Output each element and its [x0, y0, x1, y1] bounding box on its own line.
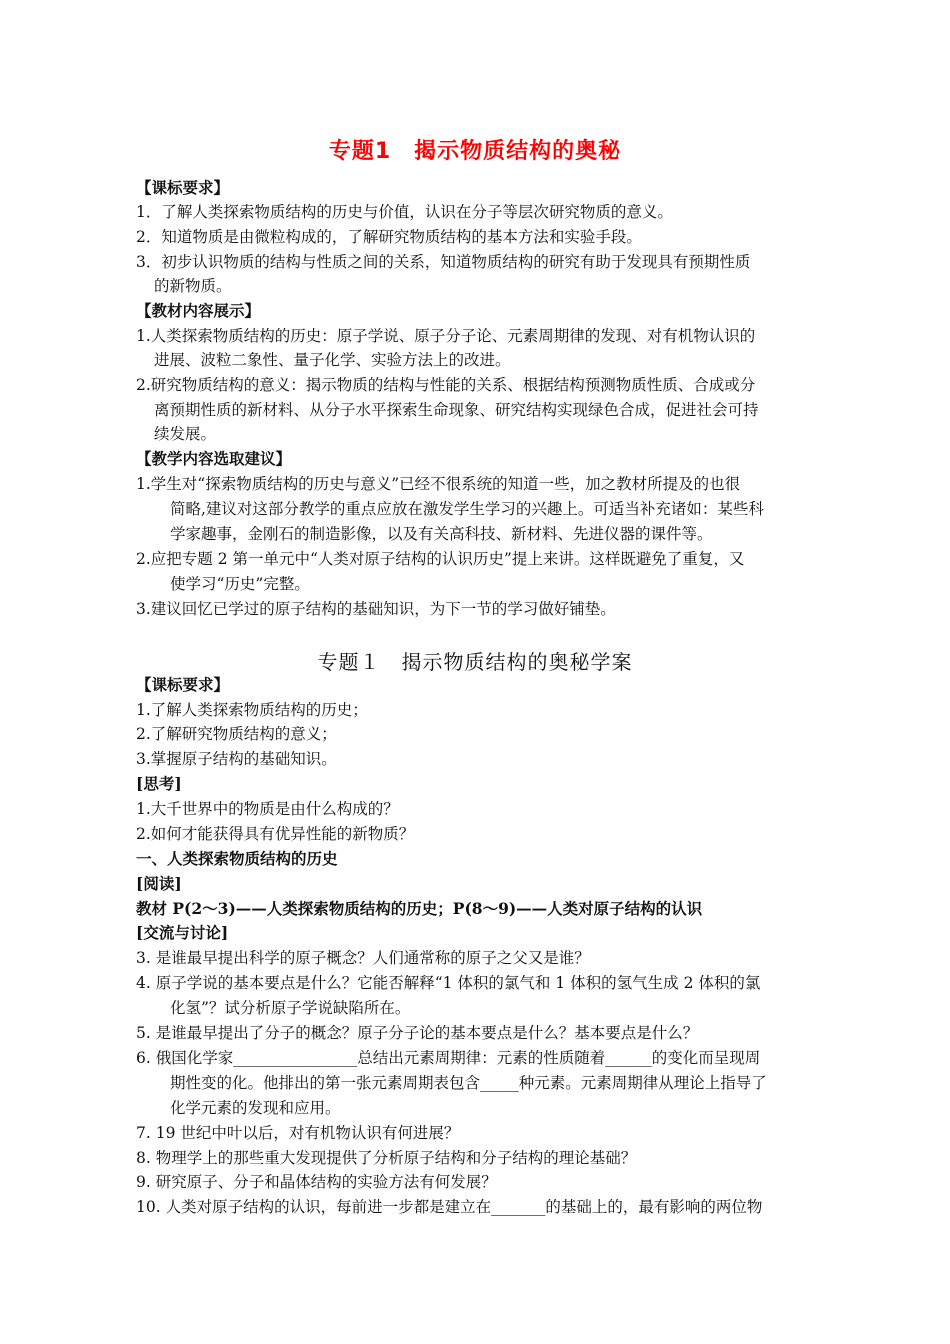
discuss-question-8: 8. 物理学上的那些重大发现提供了分析原子结构和分子结构的理论基础？ — [136, 1149, 637, 1167]
section-heading-content: 【教材内容展示】 — [136, 301, 261, 320]
discuss-question-4-cont: 化氢”？试分析原子学说缺陷所在。 — [170, 999, 411, 1017]
requirement-1: 1．了解人类探索物质结构的历史与价值，认识在分子等层次研究物质的意义。 — [136, 203, 673, 221]
discuss-question-4: 4. 原子学说的基本要点是什么？它能否解释“1 体积的氯气和 1 体积的氢气生成 2 体积的氯 — [136, 974, 761, 992]
requirement-2: 2．知道物质是由微粒构成的，了解研究物质结构的基本方法和实验手段。 — [136, 228, 642, 246]
plan-requirement-2: 2.了解研究物质结构的意义； — [136, 725, 337, 743]
think-question-2: 2.如何才能获得具有优异性能的新物质？ — [136, 825, 415, 843]
read-text: 教材 P(2～3)——人类探索物质结构的历史；P(8～9)——人类对原子结构的认识 — [136, 899, 703, 918]
content-1-cont: 进展、波粒二象性、量子化学、实验方法上的改进。 — [154, 351, 511, 369]
study-plan-title: 专题１ 揭示物质结构的奥秘学案 — [317, 650, 633, 674]
suggestion-3: 3.建议回忆已学过的原子结构的基础知识，为下一节的学习做好铺垫。 — [136, 600, 616, 618]
section-1-heading: 一、人类探索物质结构的历史 — [136, 849, 338, 868]
suggestion-2-cont: 使学习“历史”完整。 — [170, 575, 310, 593]
discuss-question-10: 10. 人类对原子结构的认识，每前进一步都是建立在_______的基础上的，最有影响的两位物 — [136, 1198, 763, 1216]
suggestion-2: 2.应把专题 2 第一单元中“人类对原子结构的认识历史”提上来讲。这样既避免了重复，又 — [136, 550, 745, 568]
plan-requirement-3: 3.掌握原子结构的基础知识。 — [136, 750, 337, 768]
discuss-heading: [交流与讨论] — [136, 923, 229, 942]
read-heading: [阅读] — [136, 874, 182, 893]
requirement-3: 3．初步认识物质的结构与性质之间的关系，知道物质结构的研究有助于发现具有预期性质 — [136, 253, 751, 271]
plan-heading-curriculum: 【课标要求】 — [136, 675, 230, 694]
plan-requirement-1: 1.了解人类探索物质结构的历史； — [136, 701, 368, 719]
content-2-cont2: 续发展。 — [154, 425, 217, 443]
discuss-question-5: 5. 是谁最早提出了分子的概念？原子分子论的基本要点是什么？基本要点是什么？ — [136, 1024, 699, 1042]
think-heading: [思考] — [136, 774, 182, 793]
content-2: 2.研究物质结构的意义：揭示物质的结构与性能的关系、根据结构预测物质性质、合成或分 — [136, 376, 756, 394]
suggestion-1: 1.学生对“探索物质结构的历史与意义”已经不很系统的知道一些，加之教材所提及的也很 — [136, 475, 741, 493]
content-1: 1.人类探索物质结构的历史：原子学说、原子分子论、元素周期律的发现、对有机物认识的 — [136, 327, 756, 345]
think-question-1: 1.大千世界中的物质是由什么构成的？ — [136, 800, 399, 818]
main-title: 专题1 揭示物质结构的奥秘 — [328, 139, 622, 164]
section-heading-suggestions: 【教学内容选取建议】 — [136, 449, 292, 468]
requirement-3-cont: 的新物质。 — [154, 277, 232, 295]
discuss-question-9: 9. 研究原子、分子和晶体结构的实验方法有何发展？ — [136, 1173, 497, 1191]
section-heading-curriculum: 【课标要求】 — [136, 178, 230, 197]
discuss-question-6-cont1: 期性变的化。他排出的第一张元素周期表包含_____种元素。元素周期律从理论上指导了 — [170, 1074, 767, 1092]
discuss-question-3: 3. 是谁最早提出科学的原子概念？人们通常称的原子之父又是谁？ — [136, 949, 590, 967]
discuss-question-6: 6. 俄国化学家________________总结出元素周期律：元素的性质随着______的变化而呈现周 — [136, 1049, 761, 1067]
discuss-question-6-cont2: 化学元素的发现和应用。 — [170, 1099, 341, 1117]
suggestion-1-cont2: 学家趣事，金刚石的制造影像，以及有关高科技、新材料、先进仪器的课件等。 — [170, 525, 713, 543]
discuss-question-7: 7. 19 世纪中叶以后，对有机物认识有何进展？ — [136, 1124, 460, 1142]
suggestion-1-cont1: 简略,建议对这部分教学的重点应放在激发学生学习的兴趣上。可适当补充诸如：某些科 — [170, 500, 764, 518]
content-2-cont1: 离预期性质的新材料、从分子水平探索生命现象、研究结构实现绿色合成，促进社会可持 — [154, 401, 759, 419]
